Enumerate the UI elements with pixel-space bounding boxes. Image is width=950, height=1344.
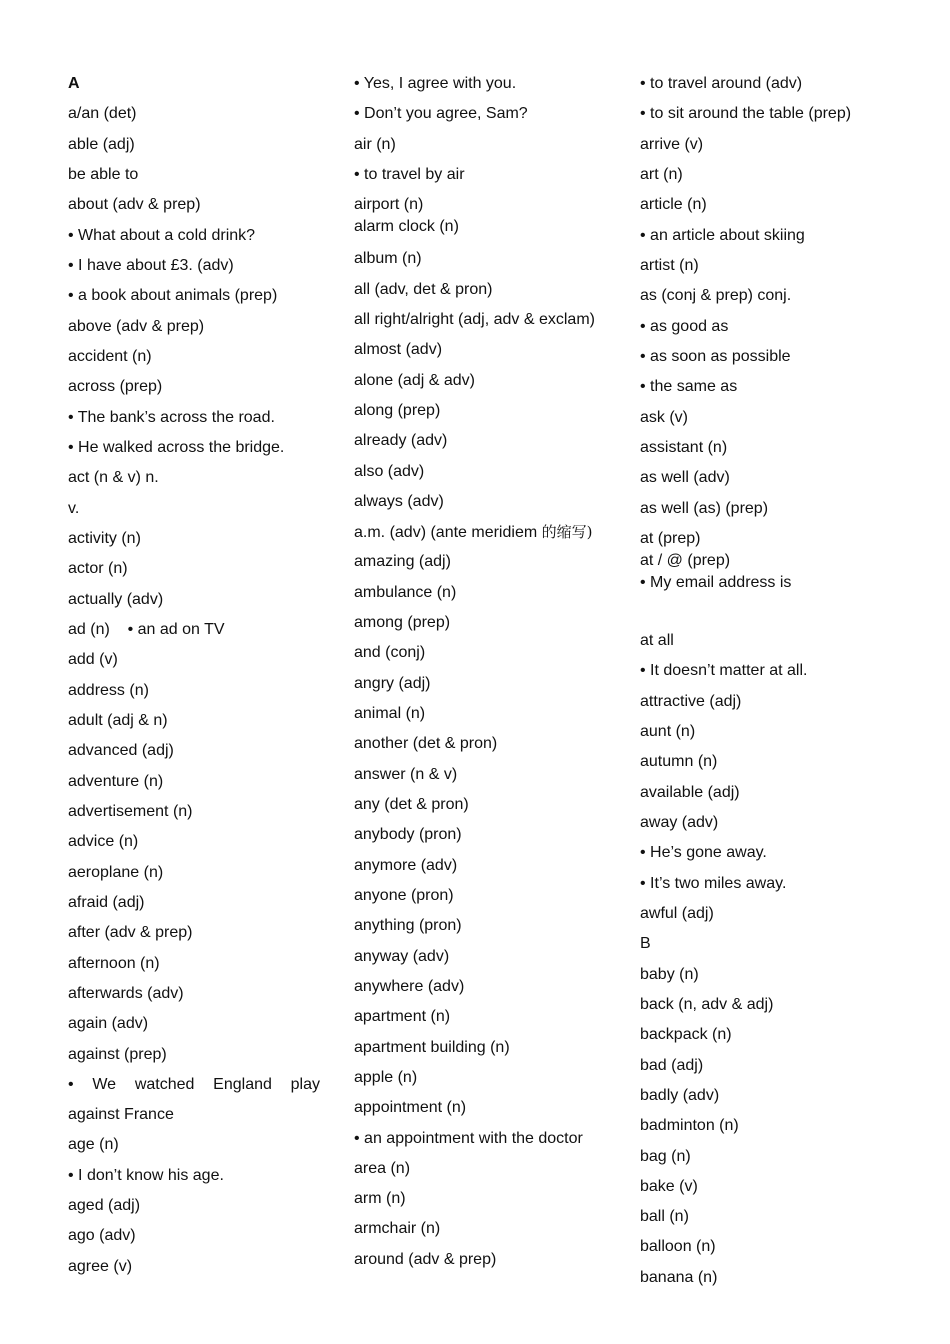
- entry: appointment (n): [354, 1099, 467, 1117]
- example: • The bank’s across the road.: [68, 408, 275, 426]
- entry: armchair (n): [354, 1220, 441, 1238]
- entry: autumn (n): [640, 753, 718, 771]
- example: • I don’t know his age.: [68, 1166, 224, 1184]
- entry: ad (n) • an ad on TV: [68, 620, 225, 638]
- entry: angry (adj): [354, 674, 431, 692]
- entry: alarm clock (n): [354, 218, 459, 236]
- entry: actor (n): [68, 560, 128, 578]
- example: • as good as: [640, 317, 729, 335]
- entry: among (prep): [354, 613, 451, 631]
- word: play: [290, 1075, 320, 1093]
- entry: at / @ (prep): [640, 551, 731, 569]
- example: • to sit around the table (prep): [640, 105, 852, 123]
- entry: around (adv & prep): [354, 1250, 497, 1268]
- entry: bake (v): [640, 1177, 698, 1195]
- entry: act (n & v) n.: [68, 469, 159, 487]
- example: • to travel by air: [354, 165, 465, 183]
- column-2: [354, 74, 624, 1280]
- entry: balloon (n): [640, 1238, 716, 1256]
- entry: badly (adv): [640, 1086, 720, 1104]
- example: • It doesn’t matter at all.: [640, 662, 808, 680]
- entry: and (conj): [354, 644, 426, 662]
- entry: anymore (adv): [354, 856, 458, 874]
- column-3: [640, 74, 930, 1298]
- entry: activity (n): [68, 529, 141, 547]
- example: • I have about £3. (adv): [68, 256, 234, 274]
- entry: already (adv): [354, 432, 448, 450]
- entry: almost (adv): [354, 341, 443, 359]
- entry: attractive (adj): [640, 692, 742, 710]
- example: • It’s two miles away.: [640, 874, 787, 892]
- entry: advanced (adj): [68, 742, 174, 760]
- entry: along (prep): [354, 401, 441, 419]
- entry: ask (v): [640, 408, 688, 426]
- entry: aeroplane (n): [68, 863, 164, 881]
- entry: as well (adv): [640, 469, 730, 487]
- word: watched: [134, 1075, 195, 1093]
- entry: anything (pron): [354, 917, 462, 935]
- example: • an appointment with the doctor: [354, 1129, 583, 1147]
- entry: anybody (pron): [354, 826, 462, 844]
- entry: available (adj): [640, 783, 740, 801]
- entry: anywhere (adv): [354, 977, 465, 995]
- entry: answer (n & v): [354, 765, 458, 783]
- entry: animal (n): [354, 704, 426, 722]
- entry: across (prep): [68, 378, 163, 396]
- entry: air (n): [354, 135, 396, 153]
- entry: afternoon (n): [68, 954, 160, 972]
- entry: actually (adv): [68, 590, 164, 608]
- entry: area (n): [354, 1159, 411, 1177]
- entry: be able to: [68, 165, 139, 183]
- entry: all right/alright (adj, adv & exclam): [354, 310, 595, 328]
- section-heading-a: A: [68, 75, 80, 92]
- entry: ago (adv): [68, 1227, 136, 1245]
- entry: afraid (adj): [68, 893, 145, 911]
- entry: afterwards (adv): [68, 984, 184, 1002]
- entry: apple (n): [354, 1068, 418, 1086]
- entry: against (prep): [68, 1045, 167, 1063]
- entry: any (det & pron): [354, 795, 469, 813]
- entry: adventure (n): [68, 772, 164, 790]
- section-heading-b: B: [640, 935, 651, 953]
- entry: artist (n): [640, 256, 699, 274]
- entry: bag (n): [640, 1147, 691, 1165]
- entry: anyone (pron): [354, 886, 454, 904]
- entry: add (v): [68, 651, 118, 669]
- entry: away (adv): [640, 813, 719, 831]
- entry: back (n, adv & adj): [640, 995, 774, 1013]
- entry: able (adj): [68, 135, 135, 153]
- example: • the same as: [640, 378, 738, 396]
- entry: a/an (det): [68, 105, 137, 123]
- example: • My email address is: [640, 573, 792, 591]
- example: • as soon as possible: [640, 347, 791, 365]
- entry: arrive (v): [640, 135, 704, 153]
- column-1: [68, 74, 326, 1287]
- example: • Yes, I agree with you.: [354, 75, 517, 92]
- entry: amazing (adj): [354, 553, 451, 571]
- entry: alone (adj & adv): [354, 371, 475, 389]
- entry: advice (n): [68, 833, 139, 851]
- word: England: [213, 1075, 272, 1093]
- entry: accident (n): [68, 347, 152, 365]
- entry: v.: [68, 499, 80, 517]
- entry: after (adv & prep): [68, 924, 193, 942]
- entry: assistant (n): [640, 438, 728, 456]
- entry: above (adv & prep): [68, 317, 205, 335]
- entry: age (n): [68, 1136, 119, 1154]
- entry: awful (adj): [640, 904, 714, 922]
- entry: about (adv & prep): [68, 196, 201, 214]
- example: • a book about animals (prep): [68, 287, 278, 305]
- entry: ambulance (n): [354, 583, 457, 601]
- entry: adult (adj & n): [68, 711, 168, 729]
- entry-text: a.m. (adv) (ante meridiem: [354, 524, 542, 542]
- entry: backpack (n): [640, 1026, 732, 1044]
- entry: apartment building (n): [354, 1038, 510, 1056]
- example: • Don’t you agree, Sam?: [354, 105, 528, 123]
- entry: arm (n): [354, 1190, 406, 1208]
- entry: anyway (adv): [354, 947, 450, 965]
- entry: as (conj & prep) conj.: [640, 287, 792, 305]
- entry: again (adv): [68, 1015, 149, 1033]
- word: •: [68, 1075, 74, 1093]
- entry: apartment (n): [354, 1008, 451, 1026]
- entry: advertisement (n): [68, 802, 193, 820]
- entry: article (n): [640, 196, 707, 214]
- entry: badminton (n): [640, 1117, 739, 1135]
- example: • He walked across the bridge.: [68, 438, 285, 456]
- word: We: [92, 1075, 117, 1093]
- example-justified: [68, 1075, 320, 1105]
- example: • to travel around (adv): [640, 75, 803, 92]
- entry: banana (n): [640, 1268, 718, 1286]
- entry: agree (v): [68, 1257, 133, 1275]
- entry: as well (as) (prep): [640, 499, 769, 517]
- chinese-note: 的缩写): [541, 523, 593, 542]
- entry: album (n): [354, 250, 422, 268]
- entry: aunt (n): [640, 722, 696, 740]
- entry: also (adv): [354, 462, 425, 480]
- entry: aged (adj): [68, 1197, 141, 1215]
- example: • He’s gone away.: [640, 844, 767, 862]
- entry: [354, 522, 624, 552]
- entry: another (det & pron): [354, 735, 498, 753]
- example: • an article about skiing: [640, 226, 805, 244]
- entry: always (adv): [354, 492, 444, 510]
- entry: at (prep): [640, 529, 701, 547]
- example: against France: [68, 1106, 174, 1124]
- entry: all (adv, det & pron): [354, 280, 493, 298]
- entry: baby (n): [640, 965, 699, 983]
- entry: art (n): [640, 165, 683, 183]
- entry: ball (n): [640, 1208, 689, 1226]
- entry: address (n): [68, 681, 149, 699]
- entry: bad (adj): [640, 1056, 704, 1074]
- entry: at all: [640, 631, 674, 649]
- example: • What about a cold drink?: [68, 226, 256, 244]
- entry: airport (n): [354, 196, 424, 214]
